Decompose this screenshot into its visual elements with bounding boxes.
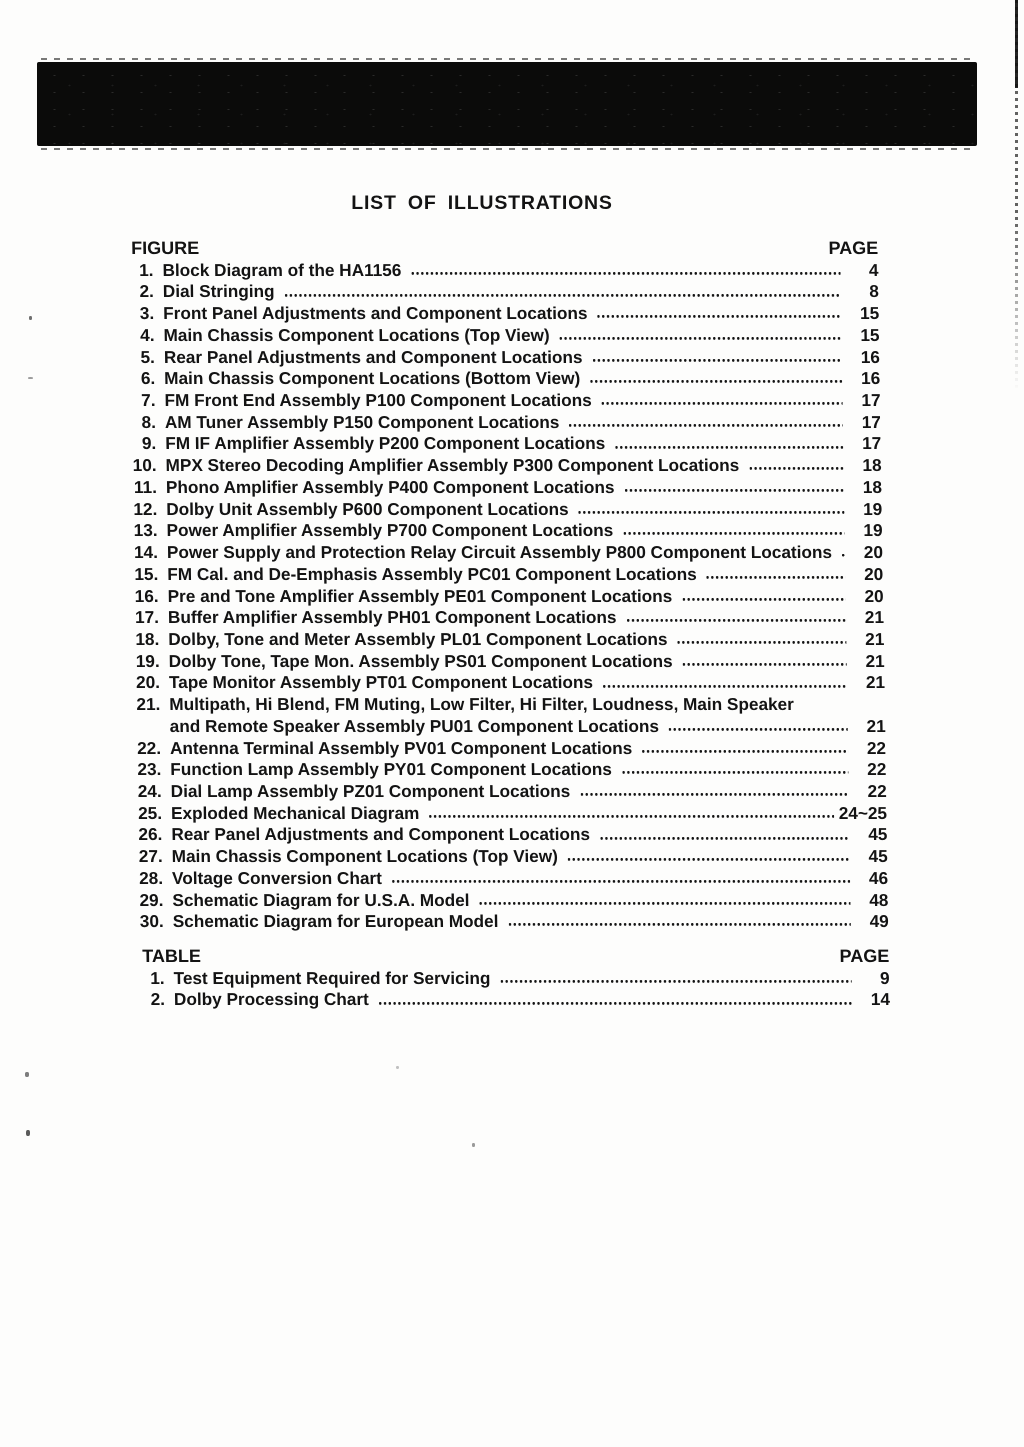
table-number: 1. [150,967,165,988]
scan-edge-streak [1015,0,1018,392]
figure-item [115,368,880,390]
dot-leader [284,281,841,303]
scan-speck [396,1066,399,1069]
figure-item [121,738,886,760]
figure-item [120,672,885,694]
page-title: LIST OF ILLUSTRATIONS [351,192,613,214]
figure-item [119,651,884,673]
figure-title: Schematic Diagram for U.S.A. Model [172,889,470,910]
page-number: 21 [865,628,885,649]
dot-leader [411,260,841,282]
figure-item [116,412,881,434]
figure-number: 2. [139,281,154,302]
dot-leader [749,455,844,477]
figure-number: 14. [133,542,159,563]
figure-title: and Remote Speaker Assembly PU01 Component Locations [169,715,660,736]
figure-number: 25. [137,802,163,823]
page-number: 21 [864,607,885,628]
figure-title: Power Supply and Protection Relay Circuit Assembly P800 Component Locations [166,542,833,563]
figure-number: 21. [136,694,161,715]
table-item [125,989,890,1011]
figures-list [113,260,889,933]
dot-leader [578,499,844,521]
figure-item [117,477,882,499]
figure-number: 11. [133,476,158,497]
figure-title: Front Panel Adjustments and Component Locations [163,303,588,324]
figure-title: Rear Panel Adjustments and Component Locations [163,346,583,367]
figure-title: Block Diagram of the HA1156 [162,259,402,280]
page-number: 16 [860,346,881,367]
figure-number: 9. [141,433,157,454]
dot-leader [590,368,842,390]
figure-number: 20. [135,672,161,693]
figure-item [120,694,885,716]
figure-item [118,564,883,586]
figure-title: Power Amplifier Assembly P700 Component Locations [166,520,614,541]
figure-number: 24. [137,780,162,801]
page-number: 19 [863,520,883,541]
page-column-label: PAGE [839,946,890,966]
figure-title: FM IF Amplifier Assembly P200 Component Locations [165,433,606,454]
scan-speck [29,316,32,320]
figure-item [118,586,883,608]
figure-item [123,846,888,868]
dot-leader [615,433,843,455]
dot-leader [479,890,850,912]
figure-number: 28. [138,867,164,888]
figure-item [119,607,884,629]
figure-title: Function Lamp Assembly PY01 Component Locations [170,759,613,780]
dot-leader [429,803,834,825]
figure-number: 5. [140,346,156,367]
table-title: Test Equipment Required for Servicing [173,967,491,988]
page-number: 17 [861,433,882,454]
figure-title: MPX Stereo Decoding Amplifier Assembly P300 Component Locations [165,455,740,476]
page-number: 24~25 [838,802,888,823]
dot-leader [624,477,844,499]
page-number: 17 [861,390,881,411]
page-number: 22 [867,780,887,801]
dot-leader [622,759,849,781]
scan-speck [26,1130,30,1136]
dot-leader [569,412,843,434]
page-number: 48 [869,889,889,910]
figure-item [116,433,881,455]
figure-title: Dolby Tone, Tape Mon. Assembly PS01 Component Locations [168,650,673,671]
page-number: 20 [864,585,884,606]
figure-item [124,911,889,933]
figure-title: Main Chassis Component Locations (Top View) [163,324,550,345]
page-number: 14 [870,989,891,1010]
page-number: 46 [868,867,889,888]
figure-number: 13. [133,520,158,541]
page-number: 49 [869,911,889,932]
figure-item [121,759,886,781]
page-number: 22 [867,759,887,780]
dot-leader [642,738,848,760]
figure-number: 12. [133,498,158,519]
figure-number: 26. [138,824,163,845]
scan-speck [25,1072,29,1077]
figure-title: Buffer Amplifier Assembly PH01 Component Locations [167,607,617,628]
figure-item [122,781,887,803]
figure-title: Exploded Mechanical Diagram [170,802,420,823]
dot-leader [379,989,852,1011]
figure-item [123,868,888,890]
figure-title: AM Tuner Assembly P150 Component Locations [164,411,560,432]
figure-title: Pre and Tone Amplifier Assembly PE01 Component Locations [167,585,673,606]
figure-item [117,499,882,521]
dot-leader [600,824,850,846]
figure-column-label: FIGURE [131,238,200,258]
dot-leader [508,911,851,933]
dot-leader [707,564,846,586]
page-number: 18 [862,476,883,497]
figure-number: 30. [139,911,164,932]
figure-title: Schematic Diagram for European Model [172,911,499,932]
scan-speck [28,377,33,379]
blacked-out-header-banner [37,62,977,146]
page-number: 45 [868,846,888,867]
figure-number: 10. [132,455,157,476]
dot-leader [626,607,846,629]
figure-title: Dial Lamp Assembly PZ01 Component Locations [170,780,571,801]
page-number: 21 [865,672,886,693]
figure-item [115,390,880,412]
figure-number: 17. [134,607,160,628]
figure-number: 7. [141,390,156,411]
figure-title: Dolby, Tone and Meter Assembly PL01 Component Locations [168,628,668,649]
figure-number: 23. [137,759,162,780]
table-number: 2. [150,989,166,1010]
figures-section-header [113,238,878,260]
dot-leader [559,325,841,347]
dot-leader [500,968,852,990]
table-title: Dolby Processing Chart [173,989,369,1010]
page-number: 15 [859,303,880,324]
dot-leader [392,868,851,890]
figure-title: FM Cal. and De-Emphasis Assembly PC01 Component Locations [167,563,697,584]
table-item [124,968,889,990]
page-number: 8 [869,281,879,302]
dot-leader [682,651,846,673]
figure-title: Phono Amplifier Assembly P400 Component Locations [165,476,615,497]
figure-item [121,716,886,738]
figure-item [114,281,879,303]
figure-item [117,520,882,542]
figure-item [123,890,888,912]
figure-item [113,260,878,282]
figure-item [119,629,884,651]
page-number: 20 [863,542,884,563]
tables-list [124,968,890,1011]
dot-leader [623,520,845,542]
figure-number: 3. [139,303,155,324]
page-number: 45 [868,824,888,845]
dot-leader [597,303,841,325]
page-number: 9 [879,967,890,988]
page-number: 17 [861,411,882,432]
dot-leader [592,347,842,369]
tables-section-header [124,946,889,968]
figure-number: 4. [140,324,155,345]
figure-title: Dolby Unit Assembly P600 Component Locations [166,498,569,519]
table-of-illustrations [113,238,890,1011]
page-column-label: PAGE [828,238,879,258]
dot-leader [603,672,847,694]
scan-speck [472,1143,475,1147]
figure-number: 16. [134,585,159,606]
figure-title: Dial Stringing [162,281,275,302]
figure-title: Antenna Terminal Assembly PV01 Component Locations [169,737,633,758]
figure-title: Multipath, Hi Blend, FM Muting, Low Filter, Hi Filter, Loudness, Main Speaker [169,694,794,715]
figure-number: 1. [138,259,154,280]
figure-number: 15. [134,563,159,584]
figure-item [116,455,881,477]
figure-item [122,803,887,825]
dot-leader [682,586,846,608]
page-number: 15 [860,324,880,345]
page-number: 20 [863,563,884,584]
table-column-label: TABLE [142,946,202,966]
dot-leader [580,781,849,803]
page-number: 22 [866,737,887,758]
figure-number: 8. [141,411,157,432]
page-number: 19 [862,498,883,519]
figure-number: 18. [135,628,160,649]
figure-title: Main Chassis Component Locations (Top View) [171,846,558,867]
figure-item [118,542,883,564]
dot-leader [602,390,843,412]
dot-leader [677,629,846,651]
dot-leader [842,542,845,564]
figure-title: Rear Panel Adjustments and Component Locations [171,824,591,845]
figure-number: 27. [138,846,163,867]
figure-title: Voltage Conversion Chart [171,867,383,888]
page-number: 18 [862,455,882,476]
figure-item [115,347,880,369]
dot-leader [568,846,850,868]
figure-item [114,325,879,347]
figure-title: Main Chassis Component Locations (Bottom View) [164,368,581,389]
page-number: 21 [866,715,886,736]
figure-title: FM Front End Assembly P100 Component Locations [164,390,592,411]
dot-leader [669,716,848,738]
figure-number: 19. [135,650,160,671]
figure-number: 22. [136,737,162,758]
figure-item [122,824,887,846]
figure-number: 6. [140,368,156,389]
page-number: 21 [865,650,885,671]
figure-item [114,303,879,325]
page-number: 16 [860,368,881,389]
figure-number: 29. [139,889,164,910]
page-number: 4 [868,259,879,280]
figure-title: Tape Monitor Assembly PT01 Component Locations [168,672,594,693]
